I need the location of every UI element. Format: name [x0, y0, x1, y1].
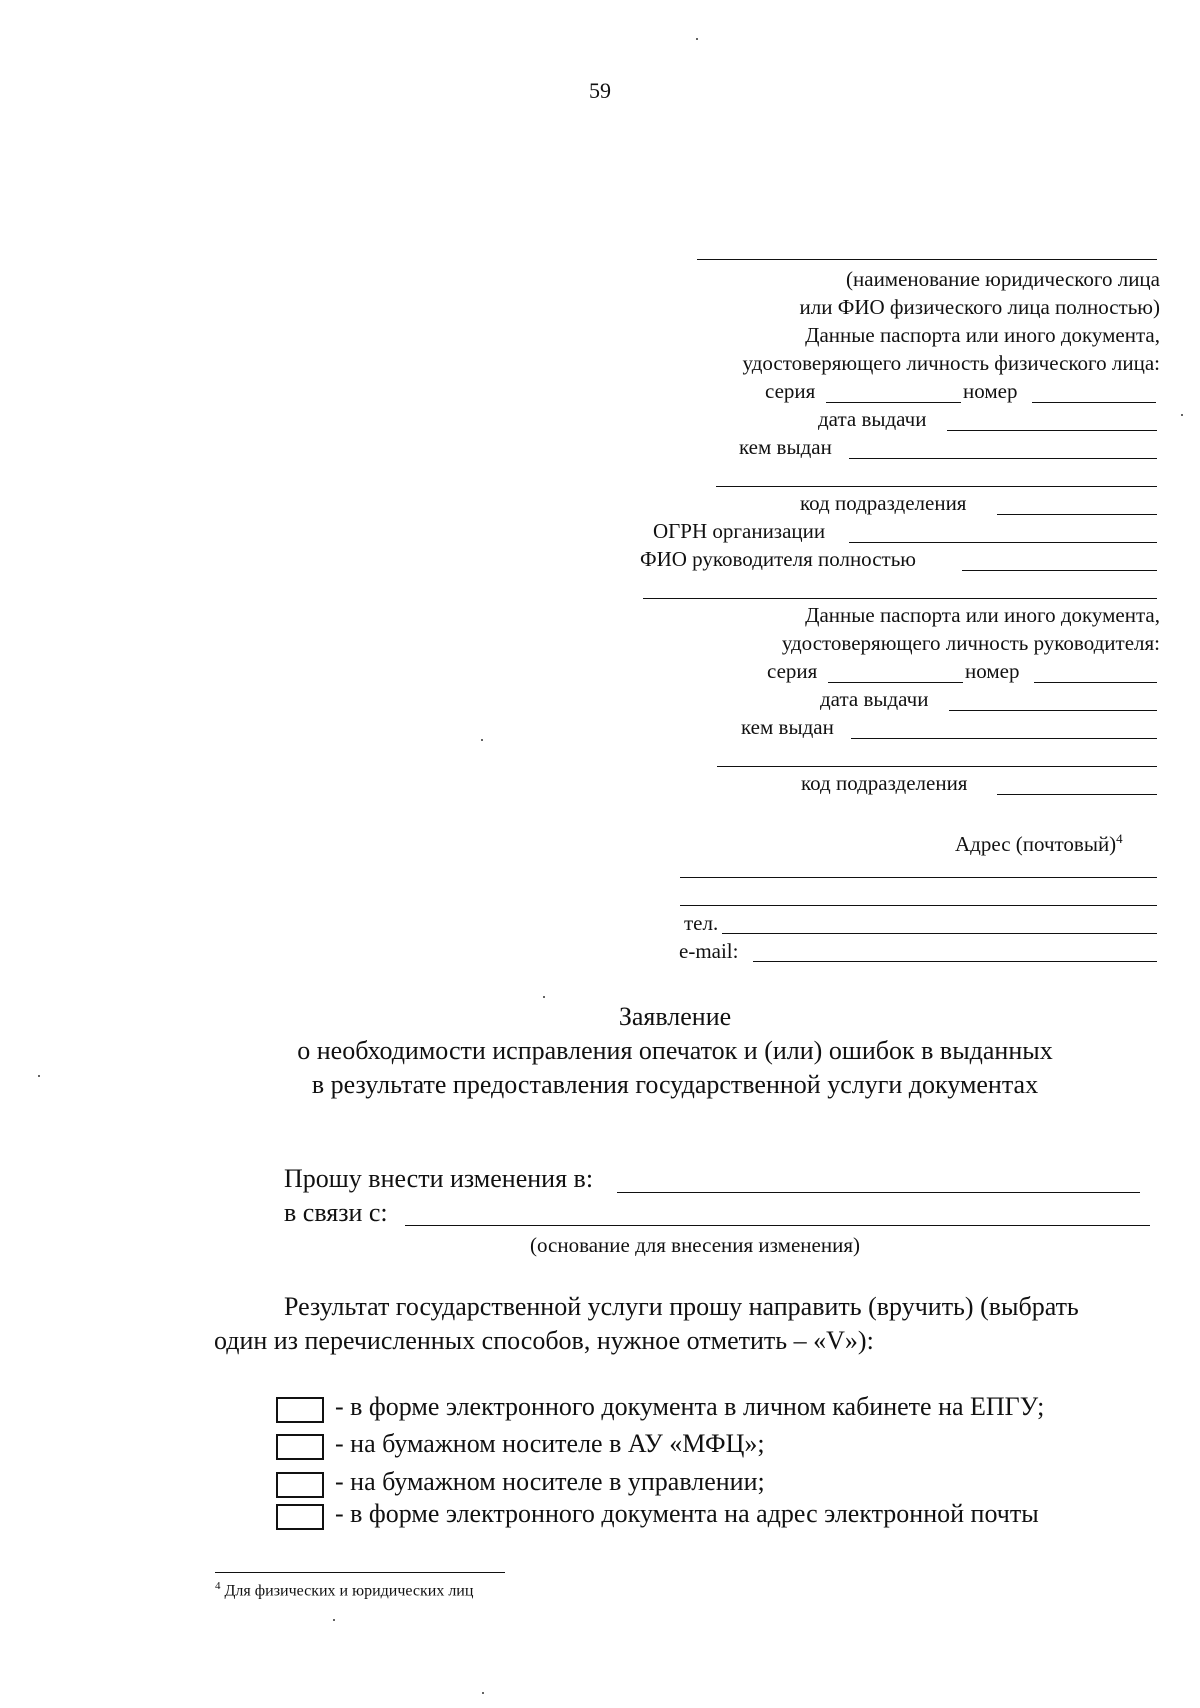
address-footnote-mark: 4 — [1116, 831, 1123, 846]
issue-date-label: дата выдачи — [818, 407, 927, 431]
issued-by-field-continued[interactable] — [716, 486, 1157, 487]
scan-speck — [1181, 414, 1183, 416]
head-name-field-continued[interactable] — [643, 598, 1157, 599]
division-code-label: код подразделения — [800, 491, 967, 515]
head-issue-date-field[interactable] — [949, 710, 1157, 711]
scan-speck — [543, 996, 545, 998]
address-label-text: Адрес (почтовый) — [955, 832, 1117, 856]
footnote — [215, 1580, 473, 1600]
request-field[interactable] — [617, 1192, 1140, 1193]
head-issued-by-label: кем выдан — [741, 715, 834, 739]
email-label: e-mail: — [679, 939, 739, 963]
passport-intro-1: Данные паспорта или иного документа, — [805, 323, 1160, 347]
email-field[interactable] — [753, 961, 1157, 962]
option-label-mfc: - на бумажном носителе в АУ «МФЦ»; — [335, 1429, 765, 1458]
request-label: Прошу внести изменения в: — [284, 1164, 594, 1193]
issued-by-field[interactable] — [849, 458, 1157, 459]
option-checkbox-epgu[interactable] — [276, 1397, 324, 1423]
result-text-2: один из перечисленных способов, нужное отметить – «V»): — [214, 1326, 874, 1355]
head-name-label: ФИО руководителя полностью — [640, 547, 916, 571]
head-number-label: номер — [965, 659, 1020, 683]
phone-field[interactable] — [722, 933, 1157, 934]
option-checkbox-department[interactable] — [276, 1472, 324, 1498]
phone-label: тел. — [684, 911, 719, 935]
head-number-field[interactable] — [1034, 682, 1157, 683]
head-passport-intro-1: Данные паспорта или иного документа, — [805, 603, 1160, 627]
result-text-1: Результат государственной услуги прошу направить (вручить) (выбрать — [284, 1292, 1079, 1321]
reason-caption: (основание для внесения изменения) — [530, 1233, 860, 1257]
reason-label: в связи с: — [284, 1198, 388, 1227]
name-caption-2: или ФИО физического лица полностью) — [799, 295, 1160, 319]
footnote-separator — [215, 1572, 505, 1573]
applicant-name-line[interactable] — [697, 259, 1157, 260]
head-issued-by-field[interactable] — [851, 738, 1157, 739]
issue-date-field[interactable] — [947, 430, 1157, 431]
reason-field[interactable] — [405, 1225, 1150, 1226]
scan-speck — [38, 1075, 40, 1077]
statement-subtitle-1: о необходимости исправления опечаток и (или) ошибок в выданных — [297, 1036, 1053, 1065]
address-label — [955, 825, 1123, 858]
series-field[interactable] — [826, 402, 961, 403]
address-field-2[interactable] — [680, 905, 1157, 906]
number-field[interactable] — [1032, 402, 1156, 403]
scan-speck — [482, 1692, 484, 1694]
page-number: 59 — [589, 78, 611, 103]
statement-title: Заявление — [618, 1002, 732, 1031]
head-division-code-field[interactable] — [997, 794, 1157, 795]
statement-subtitle-2: в результате предоставления государственной услуги документах — [311, 1070, 1039, 1099]
option-label-email: - в форме электронного документа на адрес электронной почты — [335, 1499, 1039, 1528]
ogrn-field[interactable] — [849, 542, 1157, 543]
head-series-label: серия — [767, 659, 818, 683]
option-label-epgu: - в форме электронного документа в личном кабинете на ЕПГУ; — [335, 1392, 1045, 1421]
footnote-mark: 4 — [215, 1580, 221, 1592]
option-checkbox-mfc[interactable] — [276, 1434, 324, 1460]
head-name-field[interactable] — [962, 570, 1157, 571]
option-checkbox-email[interactable] — [276, 1504, 324, 1530]
address-field-1[interactable] — [680, 877, 1157, 878]
ogrn-label: ОГРН организации — [653, 519, 826, 543]
passport-intro-2: удостоверяющего личность физического лица: — [742, 351, 1160, 375]
head-division-code-label: код подразделения — [801, 771, 968, 795]
issued-by-label: кем выдан — [739, 435, 832, 459]
scan-speck — [696, 38, 698, 40]
footnote-text: Для физических и юридических лиц — [224, 1582, 474, 1600]
head-passport-intro-2: удостоверяющего личность руководителя: — [781, 631, 1160, 655]
division-code-field[interactable] — [997, 514, 1157, 515]
head-series-field[interactable] — [828, 682, 963, 683]
scan-speck — [481, 739, 483, 741]
series-label: серия — [765, 379, 816, 403]
head-issued-by-field-continued[interactable] — [717, 766, 1157, 767]
name-caption-1: (наименование юридического лица — [846, 267, 1160, 291]
number-label: номер — [963, 379, 1018, 403]
option-label-department: - на бумажном носителе в управлении; — [335, 1467, 765, 1496]
head-issue-date-label: дата выдачи — [820, 687, 929, 711]
scan-speck — [333, 1619, 335, 1621]
